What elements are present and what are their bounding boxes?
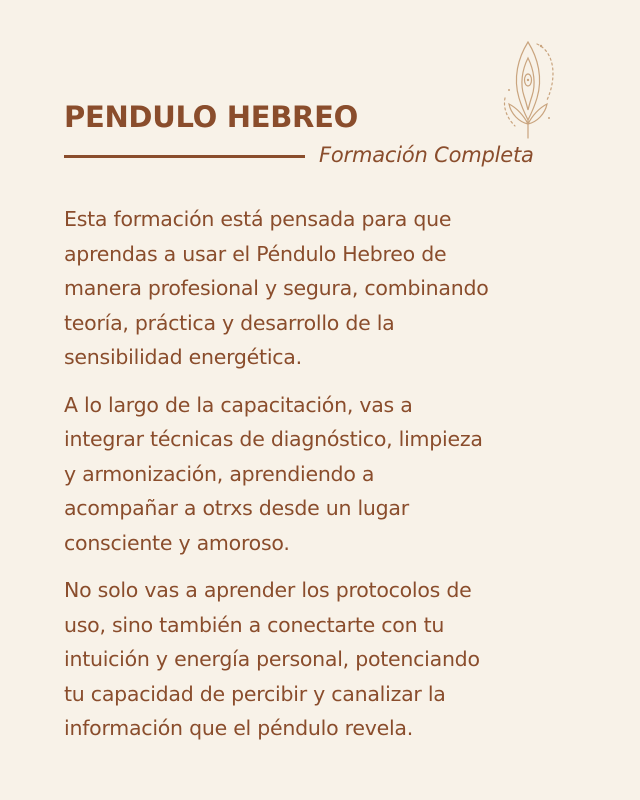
text-line: Esta formación está pensada para que bbox=[64, 207, 452, 231]
text-line: uso, sino también a conectarte con tu bbox=[64, 612, 445, 637]
text-line: No solo vas a aprender los protocolos de bbox=[64, 578, 472, 602]
text-line: tu capacidad de percibir y canalizar la bbox=[64, 681, 446, 706]
paragraph-intuition bbox=[64, 573, 596, 746]
text-line: manera profesional y segura, combinando bbox=[64, 276, 489, 300]
text-line: integrar técnicas de diagnóstico, limpieza bbox=[64, 427, 483, 451]
text-line: teoría, práctica y desarrollo de la bbox=[64, 310, 395, 335]
text-line: sensibilidad energética. bbox=[64, 345, 302, 369]
text-line: información que el péndulo revela. bbox=[64, 716, 414, 740]
title-underline-divider bbox=[64, 155, 305, 158]
text-line: consciente y amoroso. bbox=[64, 530, 290, 555]
feather-pendulum-icon bbox=[497, 38, 559, 142]
text-line: acompañar a otrxs desde un lugar bbox=[64, 496, 409, 520]
paragraph-training bbox=[64, 388, 596, 561]
text-line: y armonización, aprendiendo a bbox=[64, 461, 375, 486]
body-text bbox=[64, 202, 596, 759]
page-title: PENDULO HEBREO bbox=[64, 100, 358, 134]
text-line: A lo largo de la capacitación, vas a bbox=[64, 392, 413, 417]
text-line: intuición y energía personal, potenciando bbox=[64, 647, 480, 671]
text-line: aprendas a usar el Péndulo Hebreo de bbox=[64, 241, 447, 266]
page-subtitle: Formación Completa bbox=[319, 143, 534, 167]
paragraph-intro bbox=[64, 202, 596, 375]
